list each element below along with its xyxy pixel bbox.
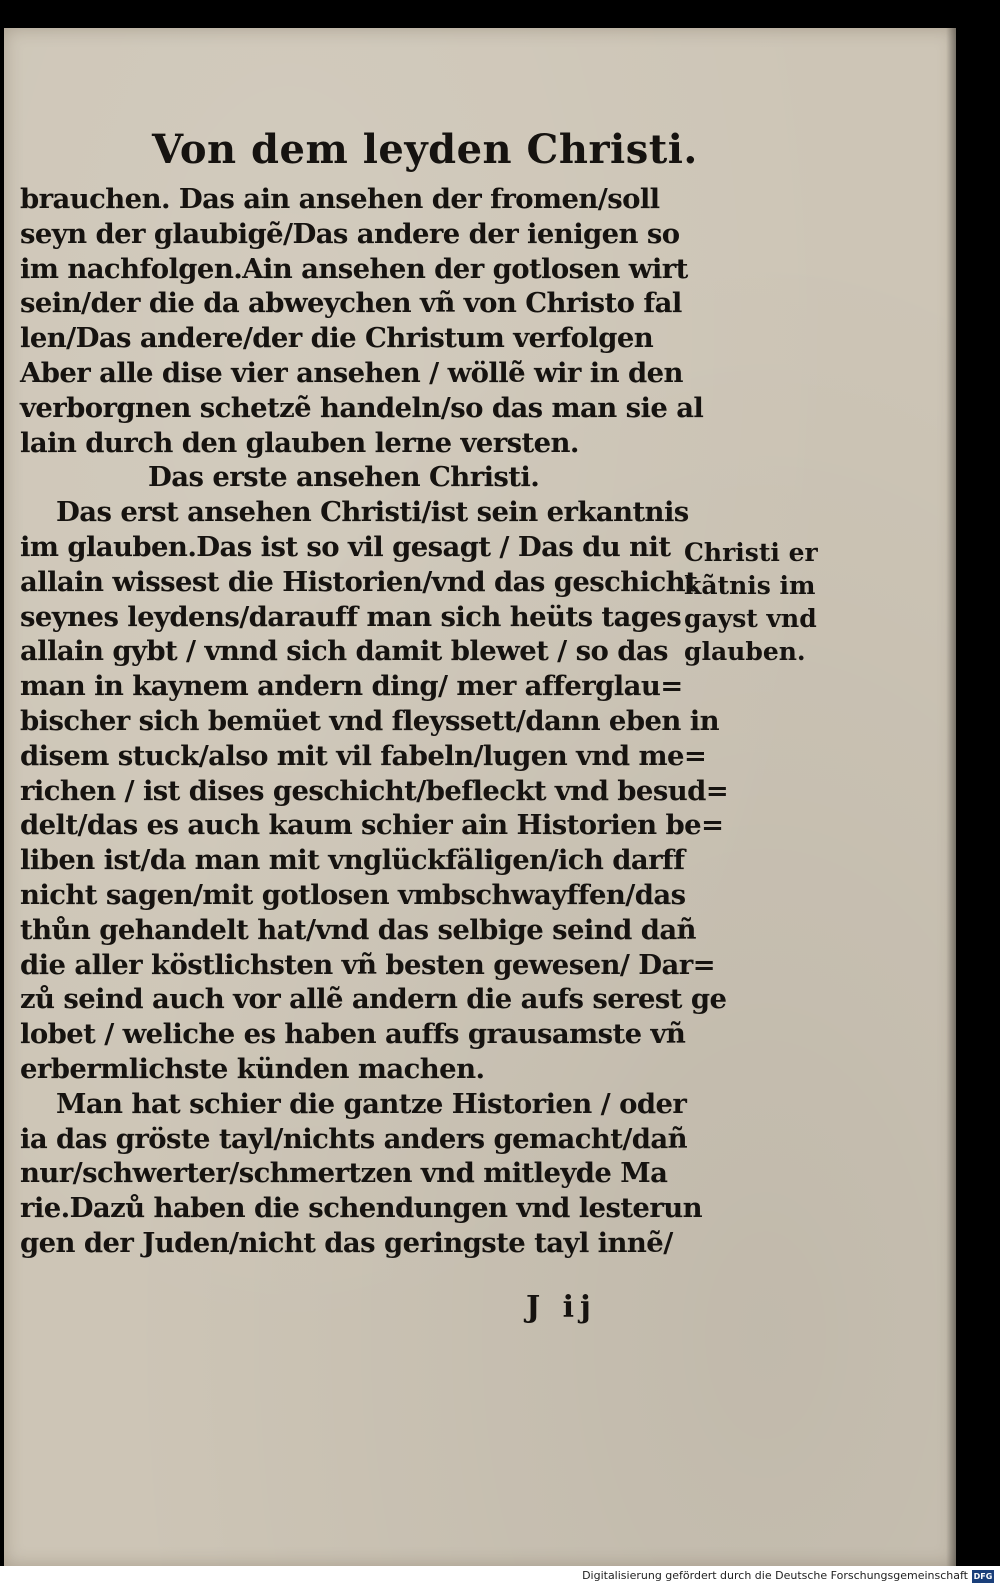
body-line: seynes leydens/darauff man sich heüts tages [20, 600, 682, 633]
body-line: gen der Juden/nicht das geringste tayl innẽ/ [20, 1226, 673, 1259]
page-body [20, 182, 729, 1261]
marginal-note-line: kãtnis im [684, 571, 816, 600]
body-line: nur/schwerter/schmertzen vnd mitleyde Ma [20, 1157, 668, 1190]
marginal-note-line: glauben. [684, 637, 806, 666]
body-line: allain wissest die Historien/vnd das geschicht [20, 565, 698, 598]
body-line: Man hat schier die gantze Historien / oder [56, 1087, 687, 1120]
footer-credit: Digitalisierung gefördert durch die Deutsche Forschungsgemeinschaft [582, 1569, 968, 1582]
body-line: ia das gröste tayl/nichts anders gemacht/dañ [20, 1122, 688, 1155]
body-line: im glauben.Das ist so vil gesagt / Das du nit [20, 530, 671, 563]
section-heading: Das erste ansehen Christi. [148, 461, 540, 494]
footer-bar [0, 1566, 1000, 1588]
marginal-note-line: gayst vnd [684, 604, 817, 633]
body-line: liben ist/da man mit vnglückfäligen/ich darff [20, 844, 685, 877]
body-line: lobet / weliche es haben auffs grausamste vñ [20, 1018, 686, 1051]
body-line: brauchen. Das ain ansehen der fromen/soll [20, 183, 660, 215]
body-line: delt/das es auch kaum schier ain Historien be= [20, 809, 724, 842]
dfg-logo-icon: DFG [973, 1572, 993, 1581]
body-line: zů seind auch vor allẽ andern die aufs serest ge [20, 983, 727, 1016]
body-line: rie.Dazů haben die schendungen vnd lesterun [20, 1192, 703, 1225]
marginal-note [684, 536, 834, 668]
body-line: disem stuck/also mit vil fabeln/lugen vnd me= [20, 739, 707, 772]
body-line: lain durch den glauben lerne versten. [20, 426, 579, 459]
body-line: seyn der glaubigẽ/Das andere der ienigen so [20, 217, 680, 250]
body-line: nicht sagen/mit gotlosen vmbschwayffen/das [20, 878, 686, 911]
page-edge-shadow [946, 28, 956, 1566]
signature-mark: J ij [526, 1290, 597, 1325]
body-line: bischer sich bemüet vnd fleyssett/dann eben in [20, 704, 719, 737]
body-line: allain gybt / vnnd sich damit blewet / so das [20, 635, 668, 668]
body-line: im nachfolgen.Ain ansehen der gotlosen wirt [20, 252, 688, 285]
running-head: Von dem leyden Christi. [152, 126, 698, 173]
body-line: man in kaynem andern ding/ mer afferglau= [20, 670, 683, 703]
body-line: Aber alle dise vier ansehen / wöllẽ wir in den [20, 356, 683, 389]
body-line: erbermlichste künden machen. [20, 1052, 485, 1085]
body-line: verborgnen schetzẽ handeln/so das man sie al [20, 391, 704, 424]
marginal-note-line: Christi er [684, 538, 818, 567]
body-line: sein/der die da abweychen vñ von Christo fal [20, 287, 682, 320]
body-line: thůn gehandelt hat/vnd das selbige seind dañ [20, 913, 696, 946]
body-line: richen / ist dises geschicht/befleckt vnd besud= [20, 774, 729, 807]
body-line: Das erst ansehen Christi/ist sein erkantnis [56, 496, 689, 529]
book-page [4, 28, 956, 1566]
body-line: die aller köstlichsten vñ besten gewesen/ Dar= [20, 948, 716, 981]
body-line: len/Das andere/der die Christum verfolgen [20, 322, 654, 355]
